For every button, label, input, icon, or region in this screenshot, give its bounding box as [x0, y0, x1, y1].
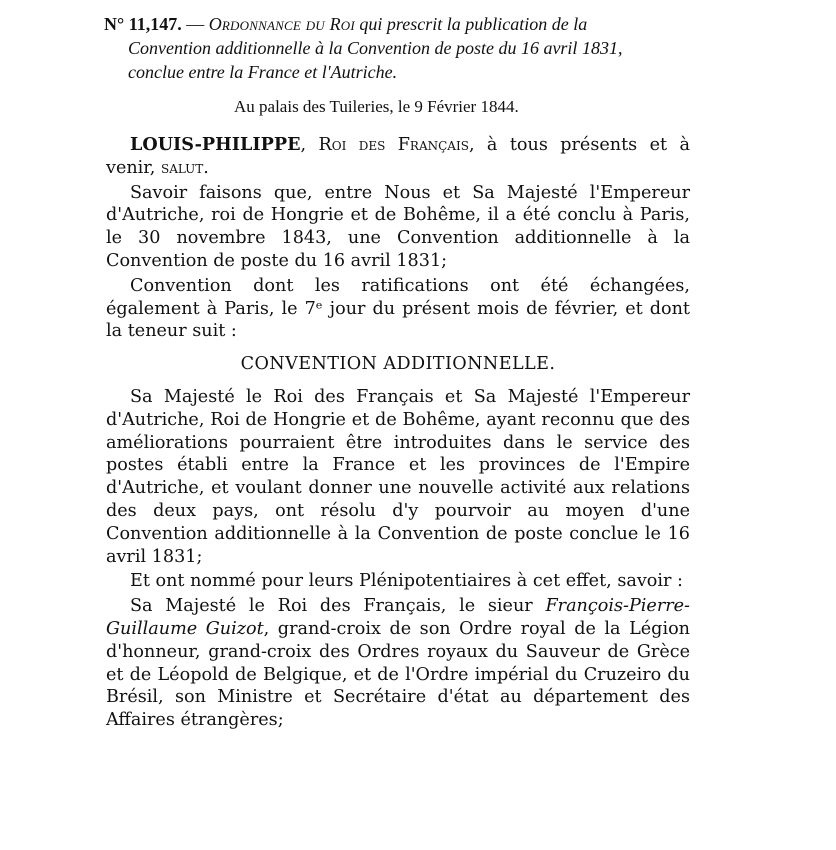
intro-paragraph	[106, 134, 690, 180]
paragraph-ratifications: Convention dont les ratifications ont été échangées, également à Paris, le 7ᵉ jour du présent mois de février, et dont la teneur suit :	[106, 275, 690, 342]
guizot-before: Sa Majesté le Roi des Français, le sieur	[130, 596, 546, 617]
paragraph-savoir-faisons: Savoir faisons que, entre Nous et Sa Majesté l'Empereur d'Autriche, roi de Hongrie et de Bohême, il a été conclu à Paris, le 30 novembre 1843, une Convention additionnelle à la Convention de poste du 16 avril 1831;	[106, 182, 690, 271]
header-dash: —	[181, 14, 209, 34]
paragraph-preamble: Sa Majesté le Roi des Français et Sa Majesté l'Empereur d'Autriche, Roi de Hongrie et de Bohême, ayant reconnu que des améliorations pourraient être introduites dans le service des postes établi entre la France et les provinces de l'Empire d'Autriche, et voulant donner une nouvelle activité aux relations des deux pays, ont résolu d'y pourvoir au moyen d'une Convention additionnelle à la Convention de poste conclue le 16 avril 1831;	[106, 386, 690, 567]
guizot-after: , grand-croix de son Ordre royal de la Légion d'honneur, grand-croix des Ordres royaux du Sauveur de Grèce et de Léopold de Belgique, et de l'Ordre impérial du Cruzeiro du Brésil, son Ministre et Secrétaire d'état au département des Affaires étrangères;	[106, 618, 690, 731]
header-title-rest: qui prescrit la publication de la	[354, 14, 588, 34]
intro-comma: ,	[300, 135, 319, 155]
section-title: CONVENTION ADDITIONNELLE.	[240, 354, 556, 375]
header-title-line2: Convention additionnelle à la Convention de poste du 16 avril 1831,	[128, 38, 623, 58]
king-name: LOUIS-PHILIPPE	[130, 134, 301, 155]
ordinance-header	[104, 12, 704, 84]
dateline: Au palais des Tuileries, le 9 Février 1844.	[234, 97, 519, 116]
guizot-name: François-Pierre-Guillaume Guizot	[106, 596, 690, 639]
paragraph-plenipotentiaires: Et ont nommé pour leurs Plénipotentiaires à cet effet, savoir :	[130, 571, 683, 592]
intro-rest: , à tous présents et à venir,	[106, 135, 690, 178]
roi-des-francais: Roi des Français	[318, 135, 469, 155]
header-title-smallcaps: Ordonnance du Roi	[208, 14, 355, 34]
ordinance-number: N° 11,147.	[104, 14, 182, 34]
document-body	[106, 134, 690, 734]
salut: salut.	[160, 157, 209, 178]
header-title-line3: conclue entre la France et l'Autriche.	[128, 62, 398, 82]
paragraph-guizot	[106, 595, 690, 732]
